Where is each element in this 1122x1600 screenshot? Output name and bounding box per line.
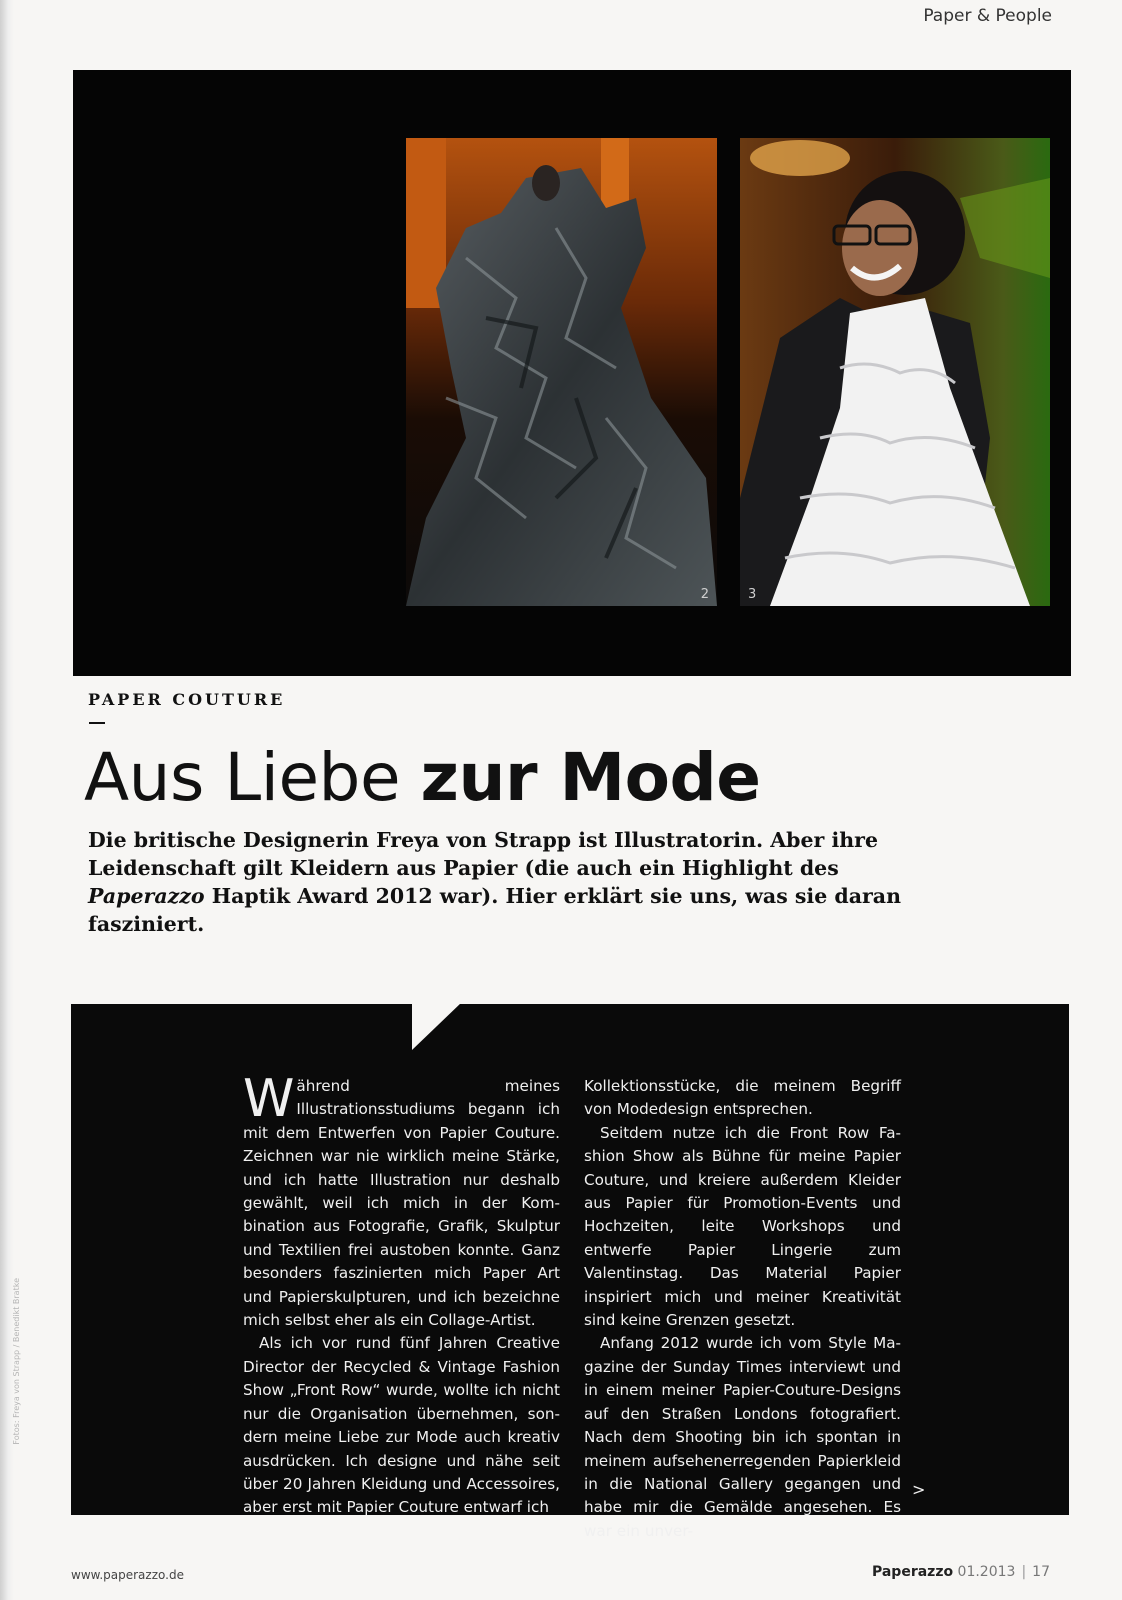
col2-paragraph-3: Anfang 2012 wurde ich vom Style Magazine der Sunday Times interviewt und in einem meiner Papier-Couture-Designs auf den Straßen Londons fotografiert. Nach dem Shooting bin ich spontan in meinem aufsehenerregenden Papierkleid in die National Gallery gegangen und habe mir die Gemälde angesehen. Es war ein unver-: [584, 1334, 901, 1540]
headline-bold: zur Mode: [420, 739, 761, 816]
continue-arrow: >: [912, 1480, 926, 1499]
col2-paragraph-2: Seitdem nutze ich die Front Row Fashion Show als Bühne für meine Papier Couture, und kreiere außerdem Kleider aus Papier für Promotion-Events und Hochzeiten, leite Workshops und entwerfe Papier Lingerie zum Valentinstag. Das Material Papier inspiriert mich und meiner Kreativität sind keine Grenzen gesetzt.: [584, 1123, 901, 1330]
article-standfirst: [88, 826, 918, 938]
footer-issue: 01.2013: [957, 1564, 1016, 1580]
article-kicker: PAPER COUTURE: [88, 690, 286, 709]
black-dress-illustration: [406, 138, 717, 606]
panel-notch: [412, 1002, 462, 1050]
col2-paragraph-1: Kollektionsstücke, die meinem Begriff von Modedesign entsprechen.: [584, 1077, 901, 1119]
article-column-2: [584, 1075, 901, 1543]
headline-light: Aus Liebe: [84, 739, 421, 816]
col1-paragraph-2: Als ich vor rund fünf Jahren Creative Director der Recycled & Vintage Fashion Show „Front Row“ wurde, wollte ich nicht nur die Organisation übernehmen, sondern meine Liebe zur Mode auch kreativ ausdrücken. Ich designe und nähe seit über 20 Jahren Kleidung und Accessoires, aber erst mit Papier Couture entwarf ich: [243, 1334, 560, 1517]
footer-website: www.paperazzo.de: [71, 1568, 184, 1582]
photo-number-2: 2: [700, 587, 709, 602]
article-headline: [84, 736, 761, 820]
standfirst-magazine-name: Paperazzo: [88, 884, 205, 908]
photo-black-paper-dress: [406, 138, 717, 606]
designer-illustration: [740, 138, 1050, 606]
kicker-dash: [89, 722, 105, 724]
photo-number-3: 3: [748, 587, 757, 602]
footer-separator: |: [1021, 1564, 1027, 1580]
photo-credit-text: Fotos: Freya von Strapp / Benedikt Bratke: [12, 1278, 21, 1445]
footer-folio: [872, 1564, 1050, 1580]
section-label: Paper & People: [923, 6, 1052, 26]
footer-page-number: 17: [1032, 1564, 1050, 1580]
footer-brand: Paperazzo: [871, 1564, 954, 1580]
article-body-panel: [71, 1004, 1069, 1515]
standfirst-part2: Haptik Award 2012 war). Hier erklärt sie uns, was sie daran fasziniert.: [88, 884, 901, 936]
article-column-1: [243, 1069, 560, 1520]
hero-image-panel: [73, 70, 1071, 676]
col1-paragraph-1: ährend meines Illustrationsstudiums begann ich mit dem Entwerfen von Papier Couture. Zeichnen war nie wirklich meine Stärke, und ich hatte Illustration nur deshalb gewählt, weil ich mich in der Kombination aus Fotografie, Grafik, Skulptur und Textilien frei austoben konnte. Ganz besonders faszinierten mich Paper Art und Papierskulpturen, und ich bezeichne mich selbst eher als ein Collage-Artist.: [243, 1077, 560, 1330]
photo-credit: [12, 1278, 22, 1508]
standfirst-part1: Die britische Designerin Freya von Strapp ist Illustratorin. Aber ihre Leidenschaft gilt Kleidern aus Papier (die auch ein Highlight des: [88, 828, 879, 880]
drop-cap: W: [243, 1069, 295, 1129]
photo-designer-white-dress: [740, 138, 1050, 606]
